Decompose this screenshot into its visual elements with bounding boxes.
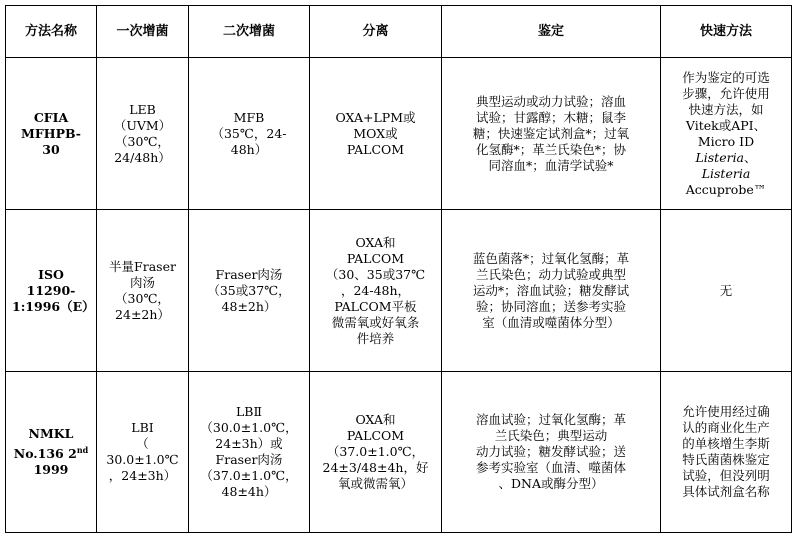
method-name-cell bbox=[6, 372, 97, 533]
method-name-line: 30 bbox=[42, 141, 60, 157]
cell-line: （30℃， bbox=[115, 290, 170, 306]
header-secondary-enrichment: 二次增菌 bbox=[189, 6, 310, 58]
method-name-cell bbox=[6, 210, 97, 372]
cell-line: 步骤，允许使用 bbox=[682, 85, 770, 101]
cell-line: （30.0±1.0℃， bbox=[200, 420, 298, 435]
cell-line bbox=[667, 134, 785, 166]
cell-line: 30.0±1.0℃ bbox=[106, 452, 179, 467]
cell-line: （35℃，24- bbox=[211, 125, 287, 141]
cell-line: （ bbox=[136, 436, 149, 451]
method-name-cell bbox=[6, 58, 97, 210]
cell-line: 氧或微需氧） bbox=[337, 476, 413, 491]
cell-line: PALCOM bbox=[346, 428, 405, 443]
italic-text: Listeria bbox=[695, 149, 745, 165]
cell-line: LBⅡ bbox=[236, 404, 262, 419]
cell-line: OXA+LPM或 bbox=[335, 109, 416, 125]
cell-line: 典型运动或动力试验；溶血 bbox=[475, 93, 626, 109]
isolation-cell bbox=[310, 372, 442, 533]
cell-line: （UVM） bbox=[113, 117, 172, 133]
cell-line: 兰氏染色；典型运动 bbox=[494, 428, 608, 443]
isolation-cell bbox=[310, 58, 442, 210]
method-name-line: MFHPB- bbox=[21, 125, 81, 141]
cell-line: 半量Fraser bbox=[109, 258, 176, 274]
cell-line: 特氏菌菌株鉴定 bbox=[682, 452, 770, 467]
cell-line: 微需氧或好氧条 bbox=[331, 314, 420, 330]
cell-line: 动力试验；糖发酵试验；送 bbox=[475, 444, 626, 459]
cell-line: 24/48h） bbox=[114, 149, 171, 165]
secondary-enrichment-cell bbox=[189, 372, 310, 533]
cell-line: 兰氏染色；动力试验或典型 bbox=[475, 266, 626, 282]
secondary-enrichment-cell bbox=[189, 58, 310, 210]
cell-line: MOX或 bbox=[353, 125, 398, 141]
cell-line: PALCOM平板 bbox=[334, 298, 417, 314]
text-span: Micro ID bbox=[697, 133, 755, 149]
cell-line: OXA和 bbox=[355, 412, 396, 427]
identification-cell bbox=[442, 58, 661, 210]
text-span: No.136 2 bbox=[13, 446, 77, 462]
primary-enrichment-cell bbox=[97, 372, 189, 533]
cell-line: 试验；甘露醇；木糖；鼠李 bbox=[475, 109, 626, 125]
cell-line: ，24±3h） bbox=[108, 468, 177, 483]
rapid-method-cell bbox=[661, 58, 792, 210]
cell-line: ，24-48h， bbox=[340, 282, 411, 298]
cell-line: （37.0±1.0℃， bbox=[326, 444, 425, 459]
cell-line: （30、35或37℃ bbox=[325, 266, 426, 282]
method-name-line: 11290- bbox=[26, 282, 76, 298]
header-isolation: 分离 bbox=[310, 6, 442, 58]
cell-line: Fraser肉汤 bbox=[215, 266, 283, 282]
cell-line: 认的商业化生产 bbox=[682, 420, 770, 435]
cell-line: 48±2h） bbox=[221, 298, 277, 314]
table-row-nmkl bbox=[6, 372, 792, 533]
header-method-name: 方法名称 bbox=[6, 6, 97, 58]
cell-line: Fraser肉汤 bbox=[215, 452, 283, 467]
cell-line: PALCOM bbox=[346, 250, 405, 266]
cell-line: 肉汤 bbox=[129, 274, 155, 290]
cell-line: 作为鉴定的可选 bbox=[682, 69, 770, 85]
header-rapid-method: 快速方法 bbox=[661, 6, 792, 58]
cell-line: 24±3h）或 bbox=[215, 436, 283, 451]
cell-line: 具体试剂盒名称 bbox=[682, 484, 770, 499]
method-name-line: 1999 bbox=[33, 462, 69, 478]
cell-line: 24±3/48±4h，好 bbox=[322, 460, 429, 475]
cell-line: Accuprobe™ bbox=[685, 181, 767, 197]
text-span: 、 bbox=[744, 149, 757, 165]
cell-line: PALCOM bbox=[346, 141, 405, 157]
primary-enrichment-cell bbox=[97, 210, 189, 372]
identification-cell bbox=[442, 372, 661, 533]
cell-line bbox=[667, 166, 785, 182]
cell-line: 、DNA或酶分型） bbox=[498, 476, 604, 491]
cell-line: MFB bbox=[233, 109, 265, 125]
isolation-cell bbox=[310, 210, 442, 372]
cell-line: 允许使用经过确 bbox=[682, 404, 770, 419]
cell-line: Vitek或API、 bbox=[685, 117, 767, 133]
table-row-cfia bbox=[6, 58, 792, 210]
italic-text: Listeria bbox=[701, 165, 751, 181]
cell-line: 参考实验室（血清、噬菌体 bbox=[475, 460, 626, 475]
cell-line: 48h） bbox=[230, 141, 268, 157]
cell-line: （37.0±1.0℃， bbox=[200, 468, 298, 483]
superscript-text: nd bbox=[76, 444, 89, 455]
header-identification: 鉴定 bbox=[442, 6, 661, 58]
cell-line: OXA和 bbox=[355, 234, 396, 250]
secondary-enrichment-cell bbox=[189, 210, 310, 372]
table-row-iso bbox=[6, 210, 792, 372]
method-name-line: 1:1996（E） bbox=[12, 298, 95, 314]
cell-line: 验；协同溶血；送参考实验 bbox=[475, 298, 626, 314]
cell-line: 的单核增生李斯 bbox=[682, 436, 770, 451]
cell-line: 试验，但没列明 bbox=[682, 468, 770, 483]
cell-line: 24±2h） bbox=[115, 306, 170, 322]
cell-line: 糖；快速鉴定试剂盒*；过氧 bbox=[472, 125, 630, 141]
cell-line: 溶血试验；过氧化氢酶；革 bbox=[475, 412, 626, 427]
cell-line: （35或37℃， bbox=[207, 282, 291, 298]
rapid-method-cell bbox=[661, 372, 792, 533]
cell-line: 件培养 bbox=[356, 330, 395, 346]
identification-cell bbox=[442, 210, 661, 372]
method-name-line: ISO bbox=[38, 266, 64, 282]
header-primary-enrichment: 一次增菌 bbox=[97, 6, 189, 58]
cell-line: LBⅠ bbox=[131, 420, 154, 435]
method-name-line: CFIA bbox=[33, 109, 69, 125]
method-name-line: NMKL bbox=[28, 425, 74, 441]
cell-line: 同溶血*；血清学试验* bbox=[488, 157, 614, 173]
cell-line: 运动*；溶血试验；糖发酵试 bbox=[472, 282, 630, 298]
cell-line: 化氢酶*；革兰氏染色*；协 bbox=[475, 141, 626, 157]
primary-enrichment-cell bbox=[97, 58, 189, 210]
rapid-method-cell: 无 bbox=[661, 210, 792, 372]
methods-comparison-table bbox=[5, 5, 792, 533]
header-row bbox=[6, 6, 792, 58]
cell-line: 室（血清或噬菌体分型） bbox=[482, 314, 620, 330]
cell-line: 快速方法，如 bbox=[688, 101, 764, 117]
cell-line: 蓝色菌落*；过氧化氢酶；革 bbox=[472, 250, 630, 266]
cell-line: （30℃， bbox=[115, 133, 170, 149]
method-name-line bbox=[12, 442, 90, 462]
cell-line: 48±4h） bbox=[221, 484, 277, 499]
cell-line: LEB bbox=[129, 101, 156, 117]
